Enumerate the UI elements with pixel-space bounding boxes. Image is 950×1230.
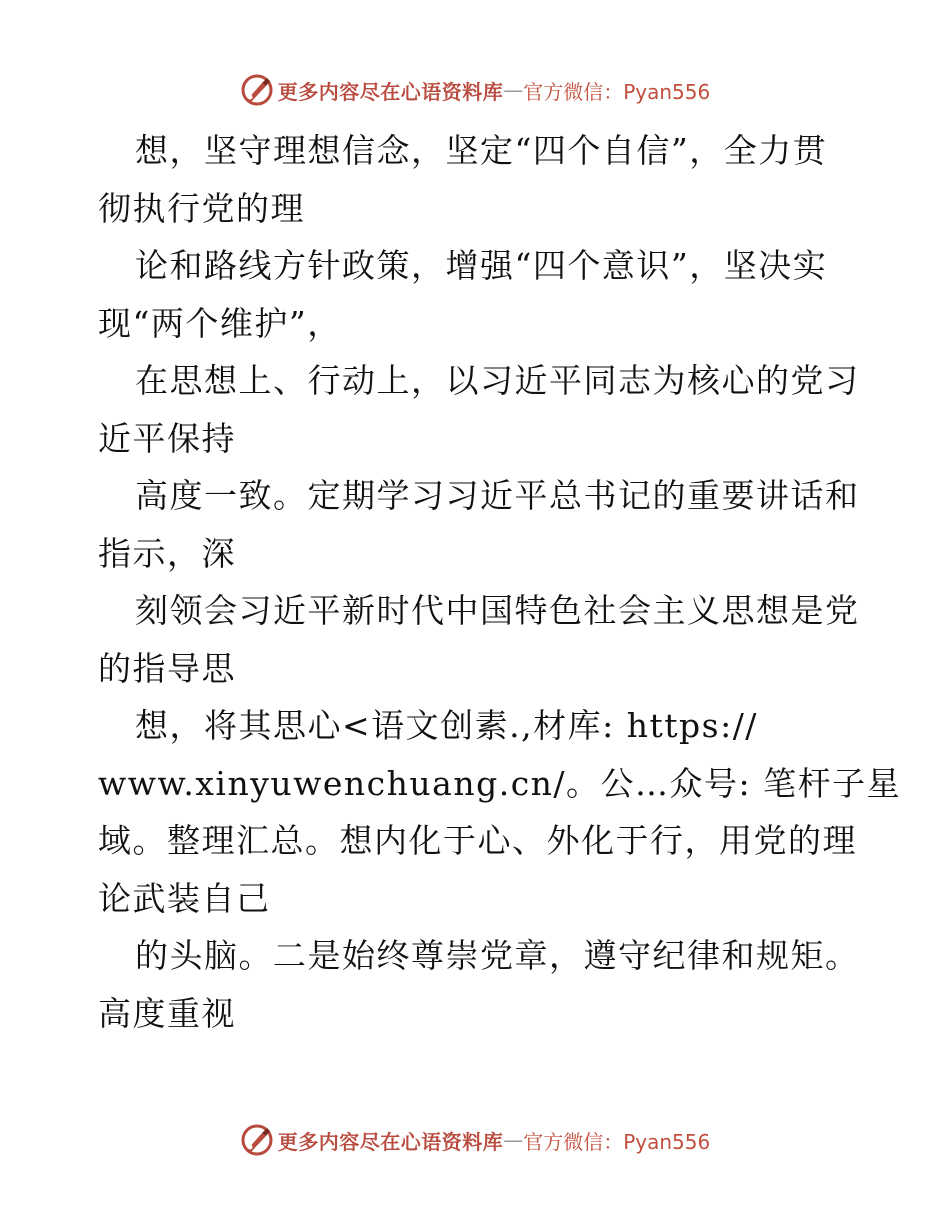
paragraph-line: 近平保持: [98, 418, 236, 458]
document-body: [98, 122, 902, 1042]
banner-wechat-text: 官方微信：Pyan556: [523, 1129, 711, 1154]
banner-separator: —: [503, 78, 524, 102]
paragraph-line: 指示，深: [98, 533, 236, 573]
banner-brand-text: 更多内容尽在心语资料库: [277, 1129, 504, 1154]
banner-separator: —: [503, 1128, 524, 1152]
banner-brand-text: 更多内容尽在心语资料库: [277, 79, 504, 104]
paragraph-line: 刻领会习近平新时代中国特色社会主义思想是党: [135, 591, 860, 630]
pen-logo-icon: [240, 73, 274, 107]
footer-banner: [0, 1120, 950, 1160]
paragraph-line: www.xinyuwenchuang.cn/。公…众号: 笔杆子星: [98, 763, 902, 803]
paragraph-line: 高度重视: [98, 993, 236, 1033]
paragraph-line: 论和路线方针政策，增强“四个意识”，坚决实: [135, 246, 828, 285]
paragraph-line: 高度一致。定期学习习近平总书记的重要讲话和: [135, 476, 860, 515]
pen-logo-icon: [240, 1123, 274, 1157]
paragraph-line: 论武装自己: [98, 878, 271, 918]
paragraph-line: 的指导思: [98, 648, 236, 688]
header-banner: [0, 70, 950, 110]
banner-wechat-text: 官方微信：Pyan556: [523, 79, 711, 104]
paragraph-line: 现“两个维护”，: [98, 303, 342, 343]
paragraph-line: 想，坚守理想信念，坚定“四个自信”，全力贯: [135, 131, 828, 170]
paragraph-line: 想，将其思心<语文创素.,材库: https://: [135, 706, 758, 745]
paragraph-line: 的头脑。二是始终尊崇党章，遵守纪律和规矩。: [135, 936, 860, 975]
paragraph-line: 在思想上、行动上，以习近平同志为核心的党习: [135, 361, 860, 400]
paragraph-line: 彻执行党的理: [98, 188, 305, 228]
paragraph-line: 域。整理汇总。想内化于心、外化于行，用党的理: [98, 821, 857, 860]
